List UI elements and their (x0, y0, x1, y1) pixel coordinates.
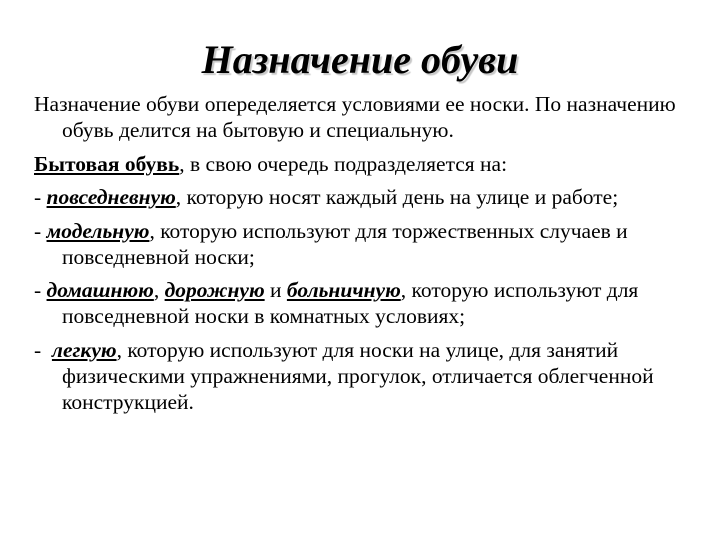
list-dash: - (34, 218, 47, 243)
list-dash: - (34, 337, 52, 362)
paragraph-intro (34, 91, 694, 143)
term-home: домашнюю (46, 278, 154, 302)
everyday-text: , которую носят каждый день на улице и работе; (175, 185, 619, 209)
separator: , (153, 278, 165, 302)
list-item-model (34, 218, 694, 270)
home-travel-hospital-text: , которую используют для повседневной носки в комнатных условиях; (62, 278, 639, 328)
list-dash: - (34, 278, 47, 302)
light-text: , которую используют для носки на улице, для занятий физическими упражнениями, прогулок, отличается облегченной конструкцией. (62, 337, 654, 414)
list-dash: - (34, 185, 47, 209)
term-model: модельную (46, 218, 150, 243)
paragraph-household-footwear (34, 151, 694, 177)
term-hospital: больничную (286, 278, 401, 302)
list-item-light (34, 337, 694, 415)
separator: и (264, 278, 287, 302)
household-footwear-text: , в свою очередь подразделяется на: (179, 151, 508, 176)
list-item-home-travel-hospital (34, 277, 694, 329)
model-text: , которую используют для торжественных случаев и повседневной носки; (62, 218, 628, 269)
slide-title: Назначение обуви (201, 37, 519, 82)
term-everyday: повседневную (46, 185, 176, 209)
intro-text: Назначение обуви опеределяется условиями ее носки. По назначению обувь делится на бытовую и специальную. (34, 92, 676, 142)
slide-body (34, 91, 694, 422)
list-item-everyday (34, 184, 694, 210)
term-travel: дорожную (164, 278, 265, 302)
term-household-footwear: Бытовая обувь (34, 151, 180, 176)
term-light: легкую (51, 337, 117, 362)
